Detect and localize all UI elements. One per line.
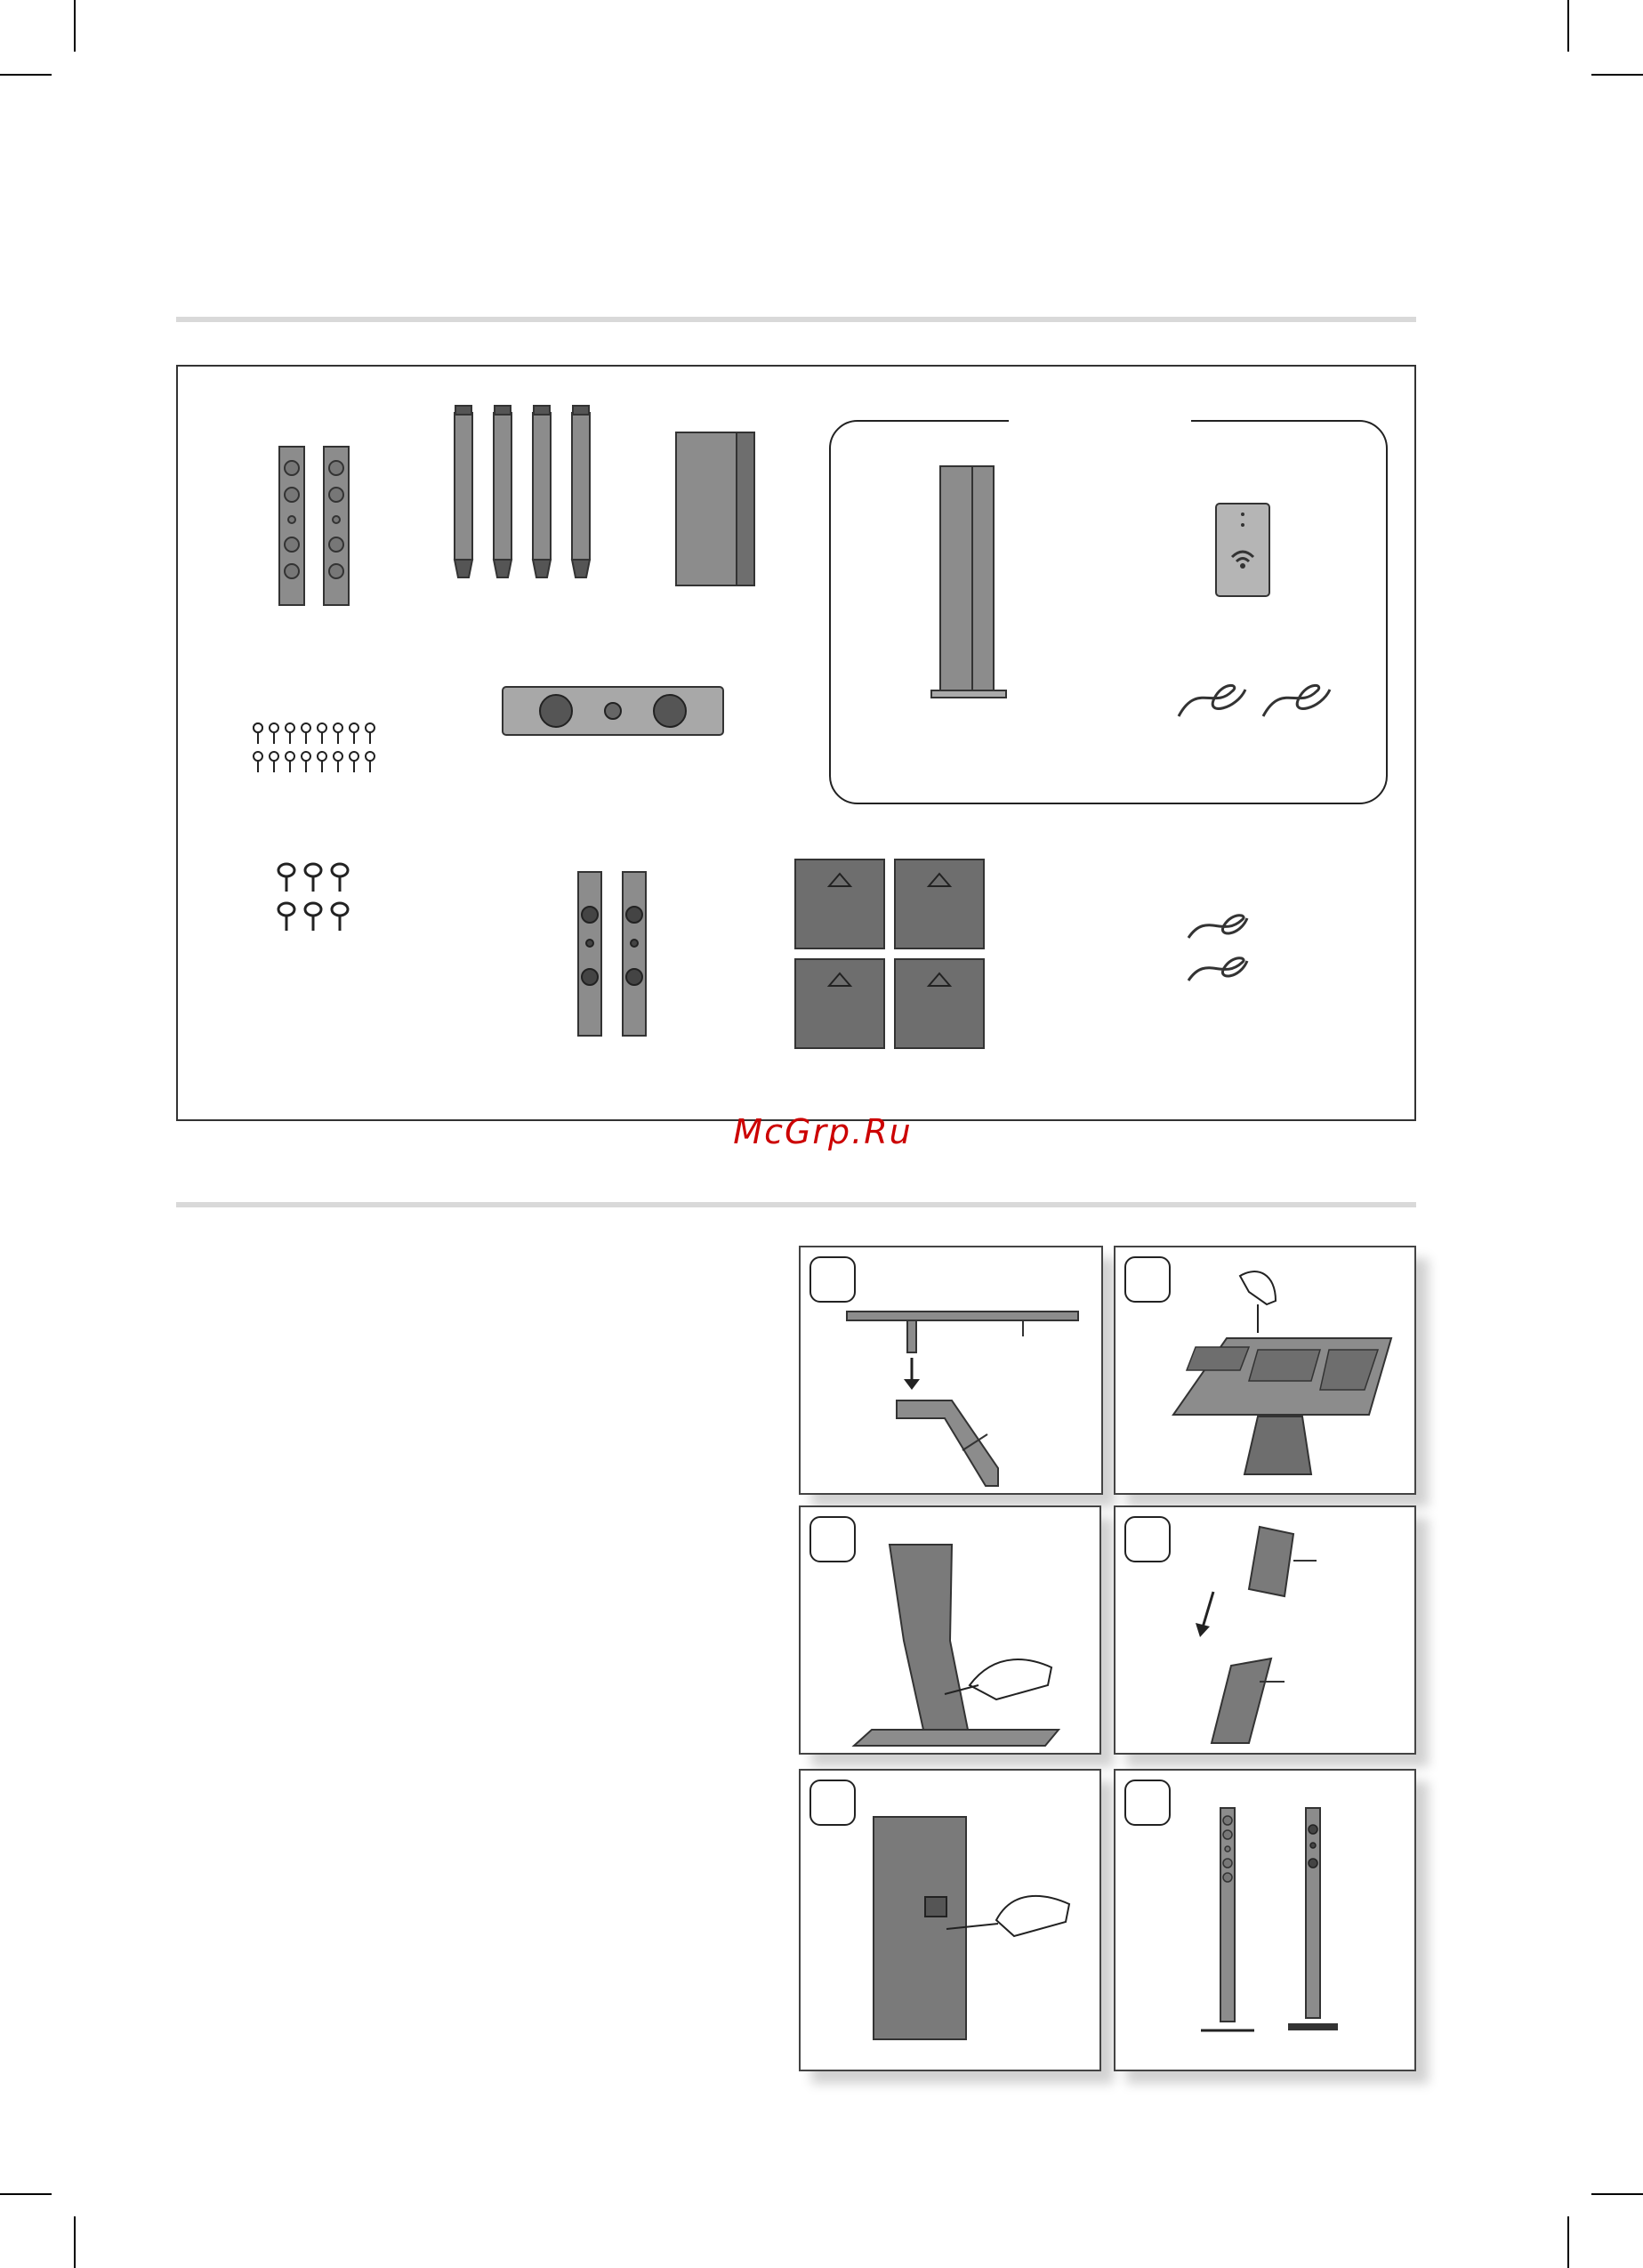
cable-pair xyxy=(1183,911,1254,1000)
install-step-4 xyxy=(1114,1505,1416,1755)
step-5-illustration xyxy=(872,1815,1085,2055)
crop-mark-tl-v xyxy=(74,0,76,52)
step-number-box xyxy=(1124,1780,1171,1826)
crop-mark-br-h xyxy=(1591,2193,1643,2195)
tall-speaker-stands xyxy=(449,404,609,595)
section-divider-installation xyxy=(176,1202,1416,1207)
step-number-box xyxy=(809,1780,856,1826)
crop-mark-tr-v xyxy=(1567,0,1569,52)
wireless-kit-box xyxy=(829,420,1388,804)
wireless-module-tower xyxy=(931,464,1011,705)
step-number-box xyxy=(809,1256,856,1303)
subwoofer-body xyxy=(674,431,759,591)
install-step-2 xyxy=(1114,1246,1416,1495)
install-step-6 xyxy=(1114,1769,1416,2071)
crop-mark-bl-h xyxy=(0,2193,52,2195)
components-box xyxy=(176,365,1416,1121)
crop-mark-tr-h xyxy=(1591,74,1643,76)
step-1-illustration xyxy=(845,1301,1094,1488)
wireless-kit-label-gap xyxy=(1009,418,1191,424)
wireless-receiver xyxy=(1214,502,1273,600)
install-step-1 xyxy=(799,1246,1103,1495)
surround-speaker-pair xyxy=(576,870,656,1041)
install-step-5 xyxy=(799,1769,1101,2071)
section-divider-components xyxy=(176,317,1416,322)
wireless-cables xyxy=(1170,674,1348,727)
center-speaker xyxy=(501,685,728,742)
crop-mark-bl-v xyxy=(74,2216,76,2268)
screws-large xyxy=(276,861,356,941)
step-6-illustration xyxy=(1196,1806,1373,2046)
step-4-illustration xyxy=(1160,1525,1400,1747)
crop-mark-tl-h xyxy=(0,74,52,76)
stand-bases xyxy=(793,858,989,1053)
crop-mark-br-v xyxy=(1567,2216,1569,2268)
step-2-illustration xyxy=(1142,1265,1409,1492)
screws-small xyxy=(251,721,384,779)
front-speaker-pair xyxy=(276,445,356,616)
watermark: McGrp.Ru xyxy=(733,1112,913,1151)
step-3-illustration xyxy=(818,1543,1094,1747)
install-step-3 xyxy=(799,1505,1101,1755)
